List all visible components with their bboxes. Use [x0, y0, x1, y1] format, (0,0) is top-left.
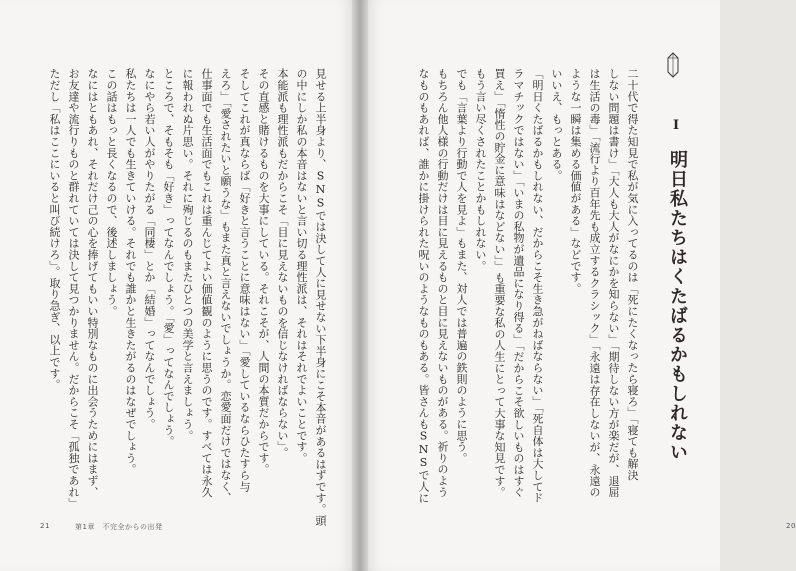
crystal-icon [666, 52, 680, 78]
text-line: 私たちは一人でも生きていける。それでも誰かと生きたがるのはなぜでしょう。 [124, 68, 137, 475]
book-gutter [352, 0, 368, 571]
text-line: なにやら若い人がやりたがる「同棲」とか「結婚」ってなんでしょう。 [143, 68, 156, 430]
text-line: しない問題は書け」「大人も大人がなにかを知らない」「期待しない方が楽だが、退屈 [607, 68, 620, 498]
text-line: ただし「私はここにいると叫び続けろ」。取り急ぎ、以上です。 [48, 68, 61, 391]
text-line: お友達や流行りものと群れていては決して見つかりません。だからこそ「孤独であれ」 [67, 68, 80, 509]
running-head: 第1章 不完全からの出発 [75, 523, 163, 531]
left-page [0, 0, 360, 571]
text-line: そしてこれが真ならば「好きと言うことに意味はない」「愛しているならひたすら与 [238, 68, 251, 492]
right-page-number: 20 [786, 522, 796, 530]
text-line: の中にしか私の本音はないと言い切る理性派は、それはそれでよいことです。 [295, 68, 308, 464]
chapter-title: 明日私たちはくたばるかもしれない [667, 150, 688, 462]
text-line: に報われぬ片思い。それに殉じるのもまたひとつの美学と言えましょう。 [181, 68, 194, 441]
text-line: その直感と賭けるものを大事にしている。それこそが、人間の本質だからです。 [257, 68, 270, 475]
text-line: 二十代で得た知見で私が気に入ってるのは「死にたくなったら寝ろ」「寝ても解決 [626, 68, 639, 481]
text-line: でも「言葉より行動で人を見よ」もまた、対人では普遍の鉄則のように思う。 [455, 68, 468, 464]
text-line: 本能派も理性派もだからこそ「目に見えないものを信じなければならない」。 [276, 68, 289, 458]
text-line: 「明日くたばるかもしれない、だからこそ生き急がねばならない」「死自体は大してド [531, 68, 544, 504]
text-line: 見せる上半身より、SNSでは決して人に見せない下半身にこそ本音があるはずです。頭 [314, 68, 327, 526]
text-line: なにはともあれ、それだけ己の心を捧げてもいい特別なものに出会うためにはまず、 [86, 68, 99, 498]
text-line: いいえ、もっとある。 [550, 68, 563, 181]
text-line: は生活の毒」「流行より百年先も成立するクラシック」「永遠は存在しないが、永遠の [588, 68, 601, 498]
text-line: ラマチックではない」「いまの私物が遺品になり得る」「だからこそ欲しいものはすぐ [512, 68, 525, 498]
text-line: ような一瞬は集める価値がある」などです。 [569, 68, 582, 294]
text-line: この話はもっと長くなるので、後述しましょう。 [105, 68, 118, 317]
text-line: ところで、そもそも「好き」ってなんでしょう。「愛」ってなんでしょう。 [162, 68, 175, 447]
text-line: もちろん他人様の行動だけは目に見えるものと目に見えないものがある。祈りのよう [436, 68, 449, 498]
text-line: 買え」「惰性の貯金に意味はなどない」」も重要な私の人生にとって大事な知見です。 [493, 68, 506, 498]
right-page-body [414, 68, 642, 504]
text-line: もう言い尽くされたことかもしれない。 [474, 68, 487, 272]
text-line: 仕事面でも生活面でもこれは重んじてよい価値観のように思うのです。すべては永久 [200, 68, 213, 498]
left-page-body [45, 68, 330, 526]
text-line: なものもあれば、誰かに掛けられた呪いのようなものもある。皆さんもSNSで人に [417, 68, 430, 504]
chapter-number: Ⅰ [672, 118, 680, 133]
left-page-number: 21 [40, 522, 50, 530]
text-line: えろ」「愛されたいと願うな」もまた真と言えないでしょうか。恋愛面だけではなく、 [219, 68, 232, 504]
